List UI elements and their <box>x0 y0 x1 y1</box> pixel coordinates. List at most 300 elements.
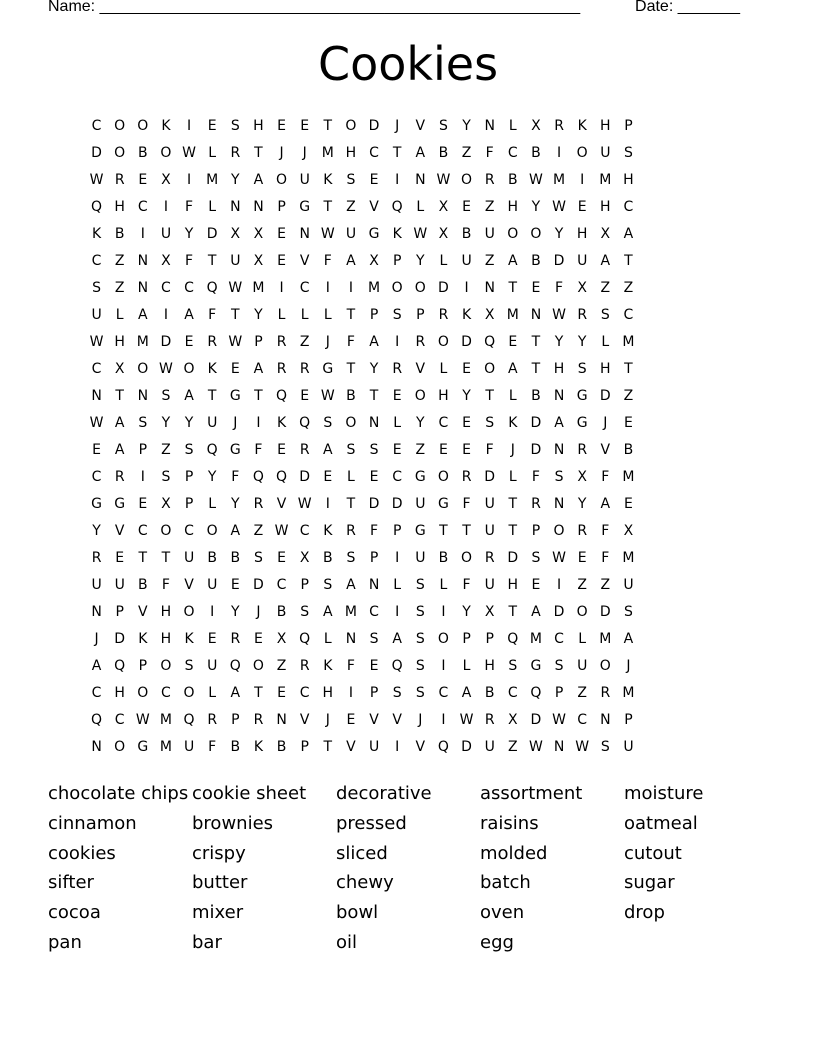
grid-cell[interactable]: H <box>623 172 634 188</box>
grid-cell[interactable]: H <box>600 361 611 377</box>
grid-cell[interactable]: X <box>623 523 634 539</box>
grid-cell[interactable]: T <box>508 280 518 296</box>
grid-cell[interactable]: Q <box>530 685 542 701</box>
grid-cell[interactable]: I <box>441 658 446 674</box>
grid-cell[interactable]: P <box>392 253 402 269</box>
grid-cell[interactable]: U <box>484 226 495 242</box>
grid-cell[interactable]: V <box>184 577 194 593</box>
grid-cell[interactable]: Q <box>299 631 311 647</box>
grid-cell[interactable]: N <box>91 604 102 620</box>
grid-cell[interactable]: B <box>531 145 541 161</box>
grid-cell[interactable]: H <box>345 145 357 161</box>
grid-cell[interactable]: U <box>299 172 310 188</box>
grid-cell[interactable]: Y <box>184 415 194 431</box>
grid-cell[interactable]: F <box>462 496 471 512</box>
grid-cell[interactable]: W <box>413 226 428 242</box>
grid-cell[interactable]: W <box>575 739 590 755</box>
grid-cell[interactable]: V <box>114 523 125 539</box>
grid-cell[interactable]: Y <box>462 604 471 620</box>
grid-cell[interactable]: I <box>186 172 192 188</box>
grid-cell[interactable]: D <box>530 442 542 458</box>
grid-cell[interactable]: B <box>531 253 541 269</box>
grid-cell[interactable]: O <box>437 334 449 350</box>
grid-cell[interactable]: P <box>392 523 402 539</box>
grid-cell[interactable]: E <box>277 550 286 566</box>
grid-cell[interactable]: E <box>462 199 471 215</box>
grid-cell[interactable]: U <box>623 739 634 755</box>
grid-cell[interactable]: O <box>183 685 195 701</box>
grid-cell[interactable]: Q <box>391 199 403 215</box>
grid-cell[interactable]: T <box>323 739 333 755</box>
grid-cell[interactable]: F <box>208 739 217 755</box>
grid-cell[interactable]: A <box>323 604 333 620</box>
grid-cell[interactable]: G <box>368 226 380 242</box>
grid-cell[interactable]: K <box>253 739 264 755</box>
grid-cell[interactable]: Z <box>600 280 611 296</box>
grid-cell[interactable]: W <box>297 496 312 512</box>
grid-cell[interactable]: Q <box>391 658 403 674</box>
grid-cell[interactable]: A <box>600 253 611 269</box>
grid-cell[interactable]: T <box>624 253 633 269</box>
grid-cell[interactable]: I <box>395 739 400 755</box>
grid-cell[interactable]: Q <box>91 712 103 728</box>
grid-cell[interactable]: S <box>623 145 633 161</box>
grid-cell[interactable]: G <box>229 388 241 404</box>
grid-cell[interactable]: X <box>484 604 495 620</box>
grid-cell[interactable]: O <box>461 550 473 566</box>
grid-cell[interactable]: Z <box>484 199 495 215</box>
grid-cell[interactable]: N <box>91 388 102 404</box>
grid-cell[interactable]: H <box>438 388 449 404</box>
grid-cell[interactable]: N <box>137 388 149 404</box>
grid-cell[interactable]: O <box>461 172 473 188</box>
grid-cell[interactable]: L <box>393 415 402 431</box>
grid-cell[interactable]: C <box>438 685 449 701</box>
grid-cell[interactable]: P <box>462 631 471 647</box>
grid-cell[interactable]: Z <box>114 280 125 296</box>
grid-cell[interactable]: K <box>323 172 333 188</box>
grid-cell[interactable]: E <box>300 388 310 404</box>
grid-cell[interactable]: O <box>391 280 403 296</box>
grid-cell[interactable]: B <box>138 145 148 161</box>
grid-cell[interactable]: D <box>507 550 519 566</box>
grid-cell[interactable]: S <box>323 577 333 593</box>
grid-cell[interactable]: M <box>368 280 381 296</box>
grid-cell[interactable]: G <box>137 739 149 755</box>
grid-cell[interactable]: O <box>137 361 149 377</box>
grid-cell[interactable]: P <box>184 496 194 512</box>
grid-cell[interactable]: R <box>230 145 241 161</box>
grid-cell[interactable]: V <box>600 442 611 458</box>
grid-cell[interactable]: P <box>369 550 379 566</box>
grid-cell[interactable]: P <box>300 739 309 755</box>
grid-cell[interactable]: G <box>322 361 334 377</box>
name-field[interactable]: Name: ______________________________________________________ <box>48 0 581 15</box>
grid-cell[interactable]: O <box>437 631 449 647</box>
grid-cell[interactable]: X <box>114 361 125 377</box>
grid-cell[interactable]: W <box>89 172 104 188</box>
grid-cell[interactable]: X <box>299 550 310 566</box>
grid-cell[interactable]: D <box>484 469 496 485</box>
grid-cell[interactable]: O <box>345 415 357 431</box>
grid-cell[interactable]: H <box>114 685 125 701</box>
grid-cell[interactable]: A <box>138 307 148 323</box>
grid-cell[interactable]: X <box>438 199 449 215</box>
grid-cell[interactable]: T <box>462 523 471 539</box>
grid-cell[interactable]: J <box>510 442 515 458</box>
grid-cell[interactable]: U <box>183 739 195 755</box>
grid-cell[interactable]: S <box>300 604 310 620</box>
grid-cell[interactable]: P <box>416 307 425 323</box>
grid-cell[interactable]: W <box>89 415 104 431</box>
grid-cell[interactable]: N <box>553 388 565 404</box>
grid-cell[interactable]: S <box>508 658 518 674</box>
grid-cell[interactable]: Z <box>461 145 472 161</box>
grid-cell[interactable]: S <box>346 172 356 188</box>
grid-cell[interactable]: H <box>484 658 495 674</box>
grid-cell[interactable]: A <box>114 442 125 458</box>
grid-cell[interactable]: J <box>233 415 238 431</box>
grid-cell[interactable]: D <box>461 334 472 350</box>
grid-cell[interactable]: E <box>277 442 286 458</box>
grid-cell[interactable]: J <box>302 145 307 161</box>
grid-cell[interactable]: K <box>323 523 333 539</box>
grid-cell[interactable]: S <box>230 118 240 134</box>
grid-cell[interactable]: A <box>508 361 518 377</box>
grid-cell[interactable]: U <box>207 658 218 674</box>
grid-cell[interactable]: B <box>461 226 472 242</box>
grid-cell[interactable]: C <box>392 469 403 485</box>
grid-cell[interactable]: U <box>207 415 218 431</box>
grid-cell[interactable]: E <box>577 550 587 566</box>
grid-cell[interactable]: I <box>325 280 330 296</box>
grid-cell[interactable]: U <box>484 523 495 539</box>
grid-cell[interactable]: Z <box>484 253 495 269</box>
grid-cell[interactable]: J <box>325 334 330 350</box>
grid-cell[interactable]: R <box>531 496 541 512</box>
grid-cell[interactable]: Q <box>437 739 449 755</box>
grid-cell[interactable]: B <box>114 226 125 242</box>
grid-cell[interactable]: C <box>438 415 449 431</box>
grid-cell[interactable]: K <box>161 118 171 134</box>
grid-cell[interactable]: R <box>554 118 564 134</box>
grid-cell[interactable]: W <box>135 712 150 728</box>
grid-cell[interactable]: L <box>208 496 217 512</box>
grid-cell[interactable]: C <box>184 523 194 539</box>
grid-cell[interactable]: I <box>163 199 168 215</box>
grid-cell[interactable]: N <box>345 631 357 647</box>
grid-cell[interactable]: T <box>346 496 356 512</box>
grid-cell[interactable]: U <box>600 145 611 161</box>
grid-cell[interactable]: M <box>321 145 334 161</box>
grid-cell[interactable]: T <box>508 604 518 620</box>
grid-cell[interactable]: L <box>323 631 332 647</box>
grid-cell[interactable]: H <box>253 118 264 134</box>
grid-cell[interactable]: E <box>531 577 541 593</box>
grid-cell[interactable]: T <box>531 361 541 377</box>
grid-cell[interactable]: B <box>438 145 449 161</box>
grid-cell[interactable]: X <box>484 307 495 323</box>
grid-cell[interactable]: Q <box>507 631 519 647</box>
grid-cell[interactable]: R <box>461 469 472 485</box>
grid-cell[interactable]: U <box>368 739 380 755</box>
grid-cell[interactable]: W <box>529 739 543 755</box>
grid-cell[interactable]: W <box>459 712 474 728</box>
grid-cell[interactable]: L <box>208 199 217 215</box>
grid-cell[interactable]: Y <box>161 415 171 431</box>
grid-cell[interactable]: N <box>553 739 565 755</box>
grid-cell[interactable]: G <box>576 415 588 431</box>
grid-cell[interactable]: N <box>600 712 611 728</box>
grid-cell[interactable]: Q <box>484 334 496 350</box>
grid-cell[interactable]: I <box>395 550 400 566</box>
grid-cell[interactable]: X <box>577 280 587 296</box>
grid-cell[interactable]: I <box>325 496 330 512</box>
grid-cell[interactable]: E <box>392 442 402 458</box>
grid-cell[interactable]: R <box>114 172 125 188</box>
grid-cell[interactable]: G <box>299 199 311 215</box>
grid-cell[interactable]: W <box>552 199 566 215</box>
grid-cell[interactable]: W <box>320 226 335 242</box>
grid-cell[interactable]: D <box>299 469 311 485</box>
grid-cell[interactable]: S <box>531 550 541 566</box>
grid-cell[interactable]: L <box>393 577 402 593</box>
grid-cell[interactable]: U <box>160 226 172 242</box>
grid-cell[interactable]: B <box>276 739 287 755</box>
grid-cell[interactable]: O <box>137 118 149 134</box>
grid-cell[interactable]: X <box>369 253 379 269</box>
grid-cell[interactable]: C <box>91 253 102 269</box>
grid-cell[interactable]: H <box>600 118 611 134</box>
grid-cell[interactable]: G <box>414 469 426 485</box>
grid-cell[interactable]: U <box>484 577 495 593</box>
grid-cell[interactable]: O <box>206 523 218 539</box>
grid-cell[interactable]: D <box>253 577 264 593</box>
grid-cell[interactable]: C <box>299 280 310 296</box>
grid-cell[interactable]: D <box>438 280 449 296</box>
grid-cell[interactable]: E <box>300 118 310 134</box>
grid-cell[interactable]: X <box>253 253 264 269</box>
grid-cell[interactable]: C <box>161 685 171 701</box>
grid-cell[interactable]: C <box>369 145 379 161</box>
grid-cell[interactable]: O <box>137 685 149 701</box>
grid-cell[interactable]: T <box>439 523 448 539</box>
grid-cell[interactable]: L <box>601 334 610 350</box>
grid-cell[interactable]: C <box>161 280 171 296</box>
grid-cell[interactable]: K <box>323 658 333 674</box>
grid-cell[interactable]: W <box>228 334 243 350</box>
grid-cell[interactable]: E <box>462 442 471 458</box>
grid-cell[interactable]: D <box>530 415 542 431</box>
grid-cell[interactable]: F <box>346 658 355 674</box>
grid-cell[interactable]: S <box>554 658 564 674</box>
grid-cell[interactable]: Z <box>299 334 310 350</box>
grid-cell[interactable]: H <box>600 199 611 215</box>
grid-cell[interactable]: I <box>140 469 145 485</box>
grid-cell[interactable]: I <box>441 604 446 620</box>
grid-cell[interactable]: C <box>137 199 148 215</box>
grid-cell[interactable]: L <box>208 145 217 161</box>
grid-cell[interactable]: E <box>439 442 448 458</box>
grid-cell[interactable]: I <box>163 307 168 323</box>
grid-cell[interactable]: U <box>345 226 357 242</box>
grid-cell[interactable]: R <box>484 712 495 728</box>
grid-cell[interactable]: F <box>462 577 471 593</box>
grid-cell[interactable]: O <box>414 388 426 404</box>
grid-cell[interactable]: O <box>507 226 519 242</box>
grid-cell[interactable]: L <box>439 577 448 593</box>
grid-cell[interactable]: T <box>138 550 148 566</box>
grid-cell[interactable]: S <box>600 307 610 323</box>
grid-cell[interactable]: O <box>576 604 588 620</box>
grid-cell[interactable]: X <box>161 172 171 188</box>
grid-cell[interactable]: O <box>252 658 264 674</box>
grid-cell[interactable]: E <box>207 631 217 647</box>
grid-cell[interactable]: H <box>553 361 565 377</box>
grid-cell[interactable]: C <box>91 118 102 134</box>
grid-cell[interactable]: D <box>206 226 218 242</box>
grid-cell[interactable]: T <box>161 550 171 566</box>
grid-cell[interactable]: E <box>184 334 194 350</box>
grid-cell[interactable]: F <box>601 523 610 539</box>
grid-cell[interactable]: S <box>554 469 564 485</box>
grid-cell[interactable]: I <box>186 118 192 134</box>
grid-cell[interactable]: A <box>415 145 426 161</box>
grid-cell[interactable]: C <box>137 523 148 539</box>
grid-cell[interactable]: A <box>392 631 402 647</box>
grid-cell[interactable]: R <box>392 361 403 377</box>
grid-cell[interactable]: Q <box>206 280 218 296</box>
grid-cell[interactable]: T <box>207 253 217 269</box>
grid-cell[interactable]: Y <box>577 334 587 350</box>
grid-cell[interactable]: S <box>415 658 425 674</box>
grid-cell[interactable]: N <box>368 415 380 431</box>
grid-cell[interactable]: O <box>553 523 565 539</box>
grid-cell[interactable]: M <box>136 334 149 350</box>
grid-cell[interactable]: A <box>230 685 241 701</box>
grid-cell[interactable]: J <box>418 712 423 728</box>
grid-cell[interactable]: H <box>507 577 519 593</box>
grid-cell[interactable]: H <box>322 685 334 701</box>
grid-cell[interactable]: X <box>508 712 518 728</box>
grid-cell[interactable]: A <box>253 172 264 188</box>
grid-cell[interactable]: R <box>276 361 287 377</box>
grid-cell[interactable]: L <box>508 118 517 134</box>
grid-cell[interactable]: O <box>114 145 126 161</box>
grid-cell[interactable]: E <box>369 469 379 485</box>
grid-cell[interactable]: F <box>323 253 332 269</box>
grid-cell[interactable]: F <box>555 280 564 296</box>
grid-cell[interactable]: W <box>274 523 289 539</box>
grid-cell[interactable]: B <box>623 442 634 458</box>
grid-cell[interactable]: X <box>438 226 449 242</box>
grid-cell[interactable]: E <box>230 361 240 377</box>
grid-cell[interactable]: Y <box>577 496 587 512</box>
grid-cell[interactable]: X <box>577 469 587 485</box>
grid-cell[interactable]: I <box>210 604 215 620</box>
grid-cell[interactable]: E <box>92 442 101 458</box>
grid-cell[interactable]: T <box>392 145 402 161</box>
grid-cell[interactable]: R <box>299 361 310 377</box>
grid-cell[interactable]: N <box>484 118 495 134</box>
grid-cell[interactable]: Q <box>229 658 241 674</box>
grid-cell[interactable]: Y <box>462 388 471 404</box>
grid-cell[interactable]: O <box>599 658 611 674</box>
grid-cell[interactable]: D <box>530 712 542 728</box>
grid-cell[interactable]: U <box>577 658 588 674</box>
grid-cell[interactable]: A <box>531 604 541 620</box>
grid-cell[interactable]: T <box>323 118 333 134</box>
grid-cell[interactable]: N <box>253 199 264 215</box>
grid-cell[interactable]: E <box>277 226 286 242</box>
grid-cell[interactable]: Q <box>276 388 288 404</box>
grid-cell[interactable]: O <box>160 658 172 674</box>
grid-cell[interactable]: M <box>529 631 542 647</box>
grid-cell[interactable]: K <box>577 118 587 134</box>
grid-cell[interactable]: H <box>576 226 588 242</box>
grid-cell[interactable]: U <box>484 739 495 755</box>
grid-cell[interactable]: P <box>277 199 286 215</box>
grid-cell[interactable]: X <box>161 253 171 269</box>
grid-cell[interactable]: C <box>507 685 518 701</box>
grid-cell[interactable]: L <box>578 631 587 647</box>
grid-cell[interactable]: D <box>160 334 172 350</box>
grid-cell[interactable]: F <box>346 334 355 350</box>
grid-cell[interactable]: P <box>138 442 148 458</box>
grid-cell[interactable]: R <box>577 523 588 539</box>
grid-cell[interactable]: V <box>415 739 426 755</box>
grid-cell[interactable]: M <box>622 550 635 566</box>
grid-cell[interactable]: C <box>91 361 102 377</box>
grid-cell[interactable]: L <box>462 658 471 674</box>
grid-cell[interactable]: Q <box>276 469 288 485</box>
grid-cell[interactable]: K <box>276 415 287 431</box>
grid-cell[interactable]: A <box>461 685 472 701</box>
grid-cell[interactable]: B <box>230 739 241 755</box>
grid-cell[interactable]: I <box>279 280 284 296</box>
grid-cell[interactable]: P <box>254 334 263 350</box>
grid-cell[interactable]: F <box>208 307 217 323</box>
grid-cell[interactable]: S <box>415 685 425 701</box>
grid-cell[interactable]: O <box>183 361 195 377</box>
grid-cell[interactable]: G <box>576 388 588 404</box>
grid-cell[interactable]: O <box>160 523 172 539</box>
grid-cell[interactable]: Y <box>207 469 217 485</box>
grid-cell[interactable]: U <box>230 253 241 269</box>
grid-cell[interactable]: E <box>277 253 286 269</box>
grid-cell[interactable]: S <box>92 280 101 296</box>
grid-cell[interactable]: C <box>507 145 518 161</box>
grid-cell[interactable]: A <box>253 361 264 377</box>
grid-cell[interactable]: X <box>161 496 171 512</box>
grid-cell[interactable]: A <box>623 226 634 242</box>
grid-cell[interactable]: B <box>508 172 518 188</box>
grid-cell[interactable]: Z <box>253 523 264 539</box>
grid-cell[interactable]: V <box>392 712 402 728</box>
grid-cell[interactable]: F <box>231 469 240 485</box>
grid-cell[interactable]: U <box>114 577 125 593</box>
grid-cell[interactable]: L <box>300 307 309 323</box>
grid-cell[interactable]: W <box>228 280 243 296</box>
grid-cell[interactable]: W <box>552 712 566 728</box>
grid-cell[interactable]: W <box>552 550 566 566</box>
grid-cell[interactable]: R <box>346 523 356 539</box>
grid-cell[interactable]: T <box>231 307 240 323</box>
grid-cell[interactable]: C <box>577 712 588 728</box>
grid-cell[interactable]: C <box>91 685 102 701</box>
grid-cell[interactable]: S <box>138 415 148 431</box>
grid-cell[interactable]: J <box>395 118 400 134</box>
